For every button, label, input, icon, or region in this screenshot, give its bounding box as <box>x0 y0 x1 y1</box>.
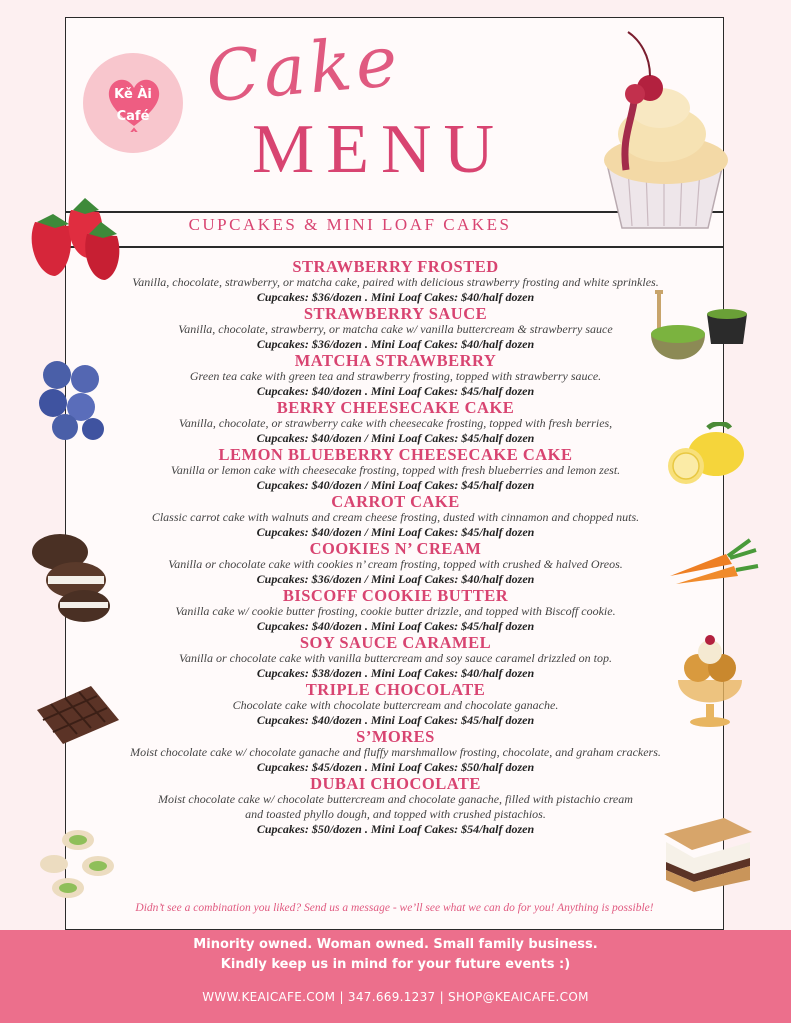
item-description: Classic carrot cake with walnuts and cream cheese frosting, dusted with cinnamon and chopped nuts. <box>151 510 640 524</box>
item-title: STRAWBERRY FROSTED <box>292 257 499 276</box>
item-title: LEMON BLUEBERRY CHEESECAKE CAKE <box>218 445 573 464</box>
pistachios-illustration <box>36 826 126 901</box>
logo-text <box>108 84 158 128</box>
item-title: S’MORES <box>356 727 435 746</box>
menu-item <box>84 305 707 352</box>
item-price: Cupcakes: $38/dozen . Mini Loaf Cakes: $40/half dozen <box>256 666 535 680</box>
footer-tagline: Minority owned. Woman owned. Small family business. <box>193 937 598 952</box>
item-description: Vanilla, chocolate, or strawberry cake with cheesecake frosting, topped with fresh berries, <box>178 416 613 430</box>
menu-item <box>84 681 707 728</box>
item-description: Moist chocolate cake w/ chocolate ganache and fluffy marshmallow frosting, chocolate, and graham crackers. <box>130 745 661 759</box>
item-description: Green tea cake with green tea and strawberry frosting, topped with strawberry sauce. <box>189 369 602 383</box>
divider-bottom <box>65 246 724 248</box>
item-title: BISCOFF COOKIE BUTTER <box>282 586 509 605</box>
item-title: SOY SAUCE CARAMEL <box>299 633 492 652</box>
item-title: DUBAI CHOCOLATE <box>310 774 481 793</box>
custom-order-note: Didn’t see a combination you liked? Send us a message - we’ll see what we can do for you! Anything is possible! <box>135 902 654 914</box>
item-price: Cupcakes: $40/dozen / Mini Loaf Cakes: $45/half dozen <box>256 525 535 539</box>
item-description: Vanilla, chocolate, strawberry, or matcha cake, paired with delicious strawberry frosting and white sprinkles. <box>132 275 659 289</box>
cupcake-illustration <box>600 30 730 230</box>
item-title: COOKIES N’ CREAM <box>309 539 482 558</box>
menu-items <box>84 258 707 837</box>
menu-item <box>84 352 707 399</box>
item-price: Cupcakes: $40/dozen . Mini Loaf Cakes: $45/half dozen <box>256 619 535 633</box>
item-description: Chocolate cake with chocolate buttercream and chocolate ganache. <box>232 698 559 712</box>
item-description: Moist chocolate cake w/ chocolate buttercream and chocolate ganache, filled with pistachio cream <box>158 792 633 806</box>
item-description: Vanilla or chocolate cake with cookies n’ cream frosting, topped with crushed & halved Oreos. <box>168 557 623 571</box>
footer-message: Kindly keep us in mind for your future events :) <box>220 957 571 972</box>
menu-item <box>84 587 707 634</box>
footer-contact: WWW.KEAICAFE.COM | 347.669.1237 | SHOP@KEAICAFE.COM <box>202 990 589 1004</box>
footer <box>0 930 791 1023</box>
item-price: Cupcakes: $40/dozen / Mini Loaf Cakes: $45/half dozen <box>256 431 535 445</box>
logo-line1: Kě Ài <box>114 87 152 102</box>
menu-item <box>84 728 707 775</box>
item-price: Cupcakes: $40/dozen / Mini Loaf Cakes: $45/half dozen <box>256 478 535 492</box>
item-price: Cupcakes: $36/dozen / Mini Loaf Cakes: $40/half dozen <box>256 572 535 586</box>
item-title: STRAWBERRY SAUCE <box>303 304 488 323</box>
menu-item <box>84 493 707 540</box>
item-description-line2: and toasted phyllo dough, and topped with crushed pistachios. <box>245 807 546 821</box>
item-description: Vanilla cake w/ cookie butter frosting, cookie butter drizzle, and topped with Biscoff cookie. <box>175 604 616 618</box>
item-price: Cupcakes: $50/dozen . Mini Loaf Cakes: $54/half dozen <box>256 822 535 836</box>
item-price: Cupcakes: $40/dozen . Mini Loaf Cakes: $45/half dozen <box>256 384 535 398</box>
item-title: MATCHA STRAWBERRY <box>294 351 497 370</box>
item-price: Cupcakes: $36/dozen . Mini Loaf Cakes: $40/half dozen <box>256 337 535 351</box>
item-price: Cupcakes: $36/dozen . Mini Loaf Cakes: $40/half dozen <box>256 290 535 304</box>
item-title: TRIPLE CHOCOLATE <box>305 680 486 699</box>
item-title: CARROT CAKE <box>331 492 460 511</box>
item-price: Cupcakes: $40/dozen . Mini Loaf Cakes: $45/half dozen <box>256 713 535 727</box>
menu-item <box>84 634 707 681</box>
menu-item <box>84 446 707 493</box>
section-heading: CUPCAKES & MINI LOAF CAKES <box>188 215 512 234</box>
page-title: MENU <box>252 111 507 188</box>
item-description: Vanilla, chocolate, strawberry, or matcha cake w/ vanilla buttercream & strawberry sauce <box>178 322 613 336</box>
menu-item <box>84 540 707 587</box>
item-description: Vanilla or chocolate cake with vanilla buttercream and soy sauce caramel drizzled on top. <box>178 651 613 665</box>
menu-item <box>84 775 707 837</box>
menu-item <box>84 399 707 446</box>
item-price: Cupcakes: $45/dozen . Mini Loaf Cakes: $50/half dozen <box>256 760 535 774</box>
menu-item <box>84 258 707 305</box>
item-title: BERRY CHEESECAKE CAKE <box>276 398 515 417</box>
logo-line2: Café <box>116 109 150 124</box>
script-title: Cake <box>202 19 405 119</box>
item-description: Vanilla or lemon cake with cheesecake frosting, topped with fresh blueberries and lemon zest. <box>170 463 621 477</box>
